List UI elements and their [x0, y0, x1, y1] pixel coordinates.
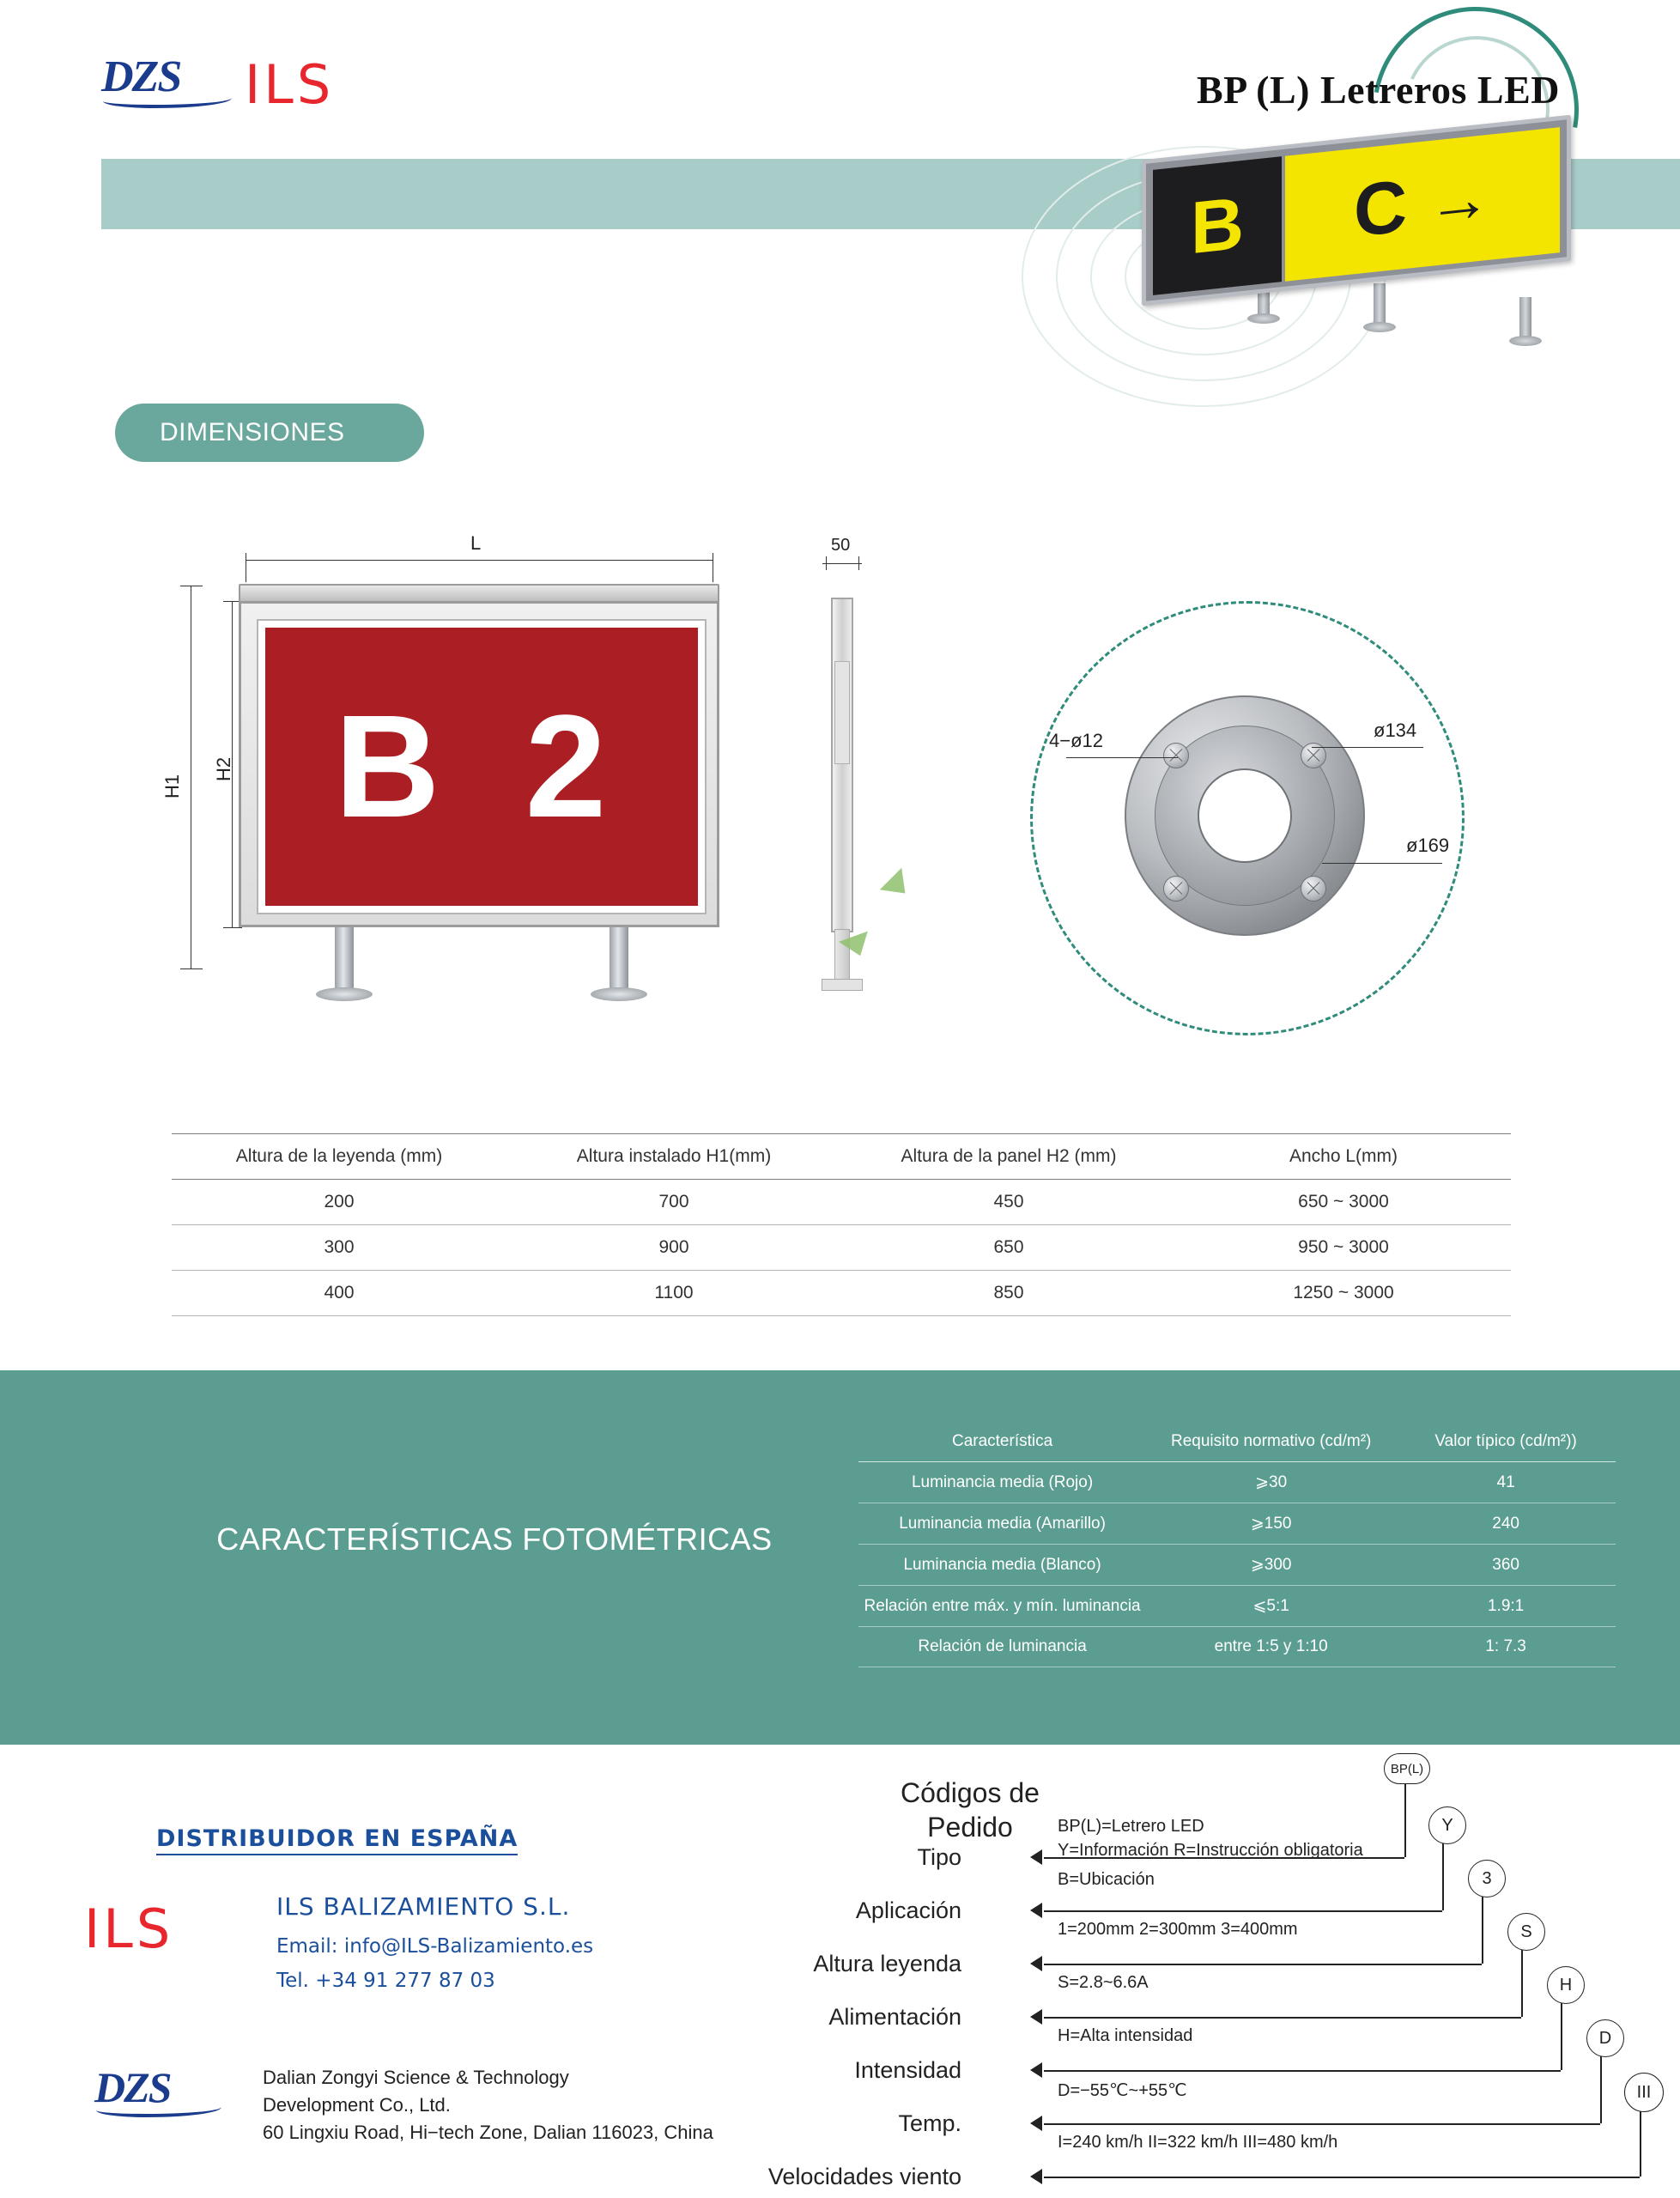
table-row [172, 1180, 1511, 1225]
order-code-desc-alimentacion: S=2.8~6.6A [1058, 1973, 1149, 1992]
photo-col-header-1: Requisito normativo (cd/m²) [1146, 1422, 1396, 1462]
order-code-bubble-aplicacion: Y [1428, 1806, 1466, 1844]
product-panel-yellow [1285, 127, 1560, 282]
dim-cell-1-3: 950 ~ 3000 [1176, 1225, 1511, 1271]
order-code-label-viento: Velocidades viento [767, 2164, 961, 2189]
section-dimensiones-label: DIMENSIONES [160, 418, 345, 446]
dim-d134-label: ø134 [1374, 720, 1417, 741]
side-view-detail [834, 661, 850, 764]
photo-cell-2-2: 360 [1396, 1545, 1616, 1586]
product-leg-mid [1374, 283, 1386, 325]
photo-cell-3-2: 1.9:1 [1396, 1586, 1616, 1627]
dzs-logo [101, 52, 256, 112]
zoom-arrow-1-icon [880, 868, 916, 904]
dzs-logo-text: DZS [101, 52, 181, 101]
dim-col-header-3: Ancho L(mm) [1176, 1134, 1511, 1180]
front-view-sign-face [265, 628, 698, 906]
dim-cell-1-1: 900 [506, 1225, 841, 1271]
photo-cell-3-0: Relación entre máx. y mín. luminancia [858, 1586, 1146, 1627]
ils-company-name: ILS BALIZAMIENTO S.L. [276, 1892, 571, 1921]
side-view-body [831, 598, 853, 932]
order-code-bubble-intensidad: H [1547, 1966, 1585, 2004]
order-code-desc-aplicacion: Y=Información R=Instrucción obligatoria [1058, 1841, 1363, 1860]
order-code-arrow-5-icon [1030, 2062, 1042, 2078]
photo-cell-1-2: 240 [1396, 1503, 1616, 1545]
order-code-arrow-1-icon [1030, 1849, 1042, 1865]
dim-H1-label: H1 [161, 774, 183, 798]
order-code-bubble-alimentacion: S [1507, 1913, 1545, 1951]
dim-50-tick-left [826, 556, 827, 570]
table-row [858, 1627, 1616, 1667]
order-code-arrow-4-icon [1030, 2009, 1042, 2025]
ils-logo-text: ILS [245, 53, 335, 116]
dzs-logo-swoosh-icon [103, 91, 232, 108]
dimension-table [172, 1133, 1511, 1316]
table-row [172, 1271, 1511, 1316]
front-view-sign-text: B 2 [334, 685, 629, 848]
leader-d134 [1312, 747, 1423, 748]
front-view-top-rail [239, 584, 719, 603]
photometric-section [0, 1370, 1680, 1745]
dim-cell-0-1: 700 [506, 1180, 841, 1225]
product-panel-black [1153, 156, 1282, 295]
photo-cell-0-0: Luminancia media (Rojo) [858, 1462, 1146, 1503]
photo-col-header-2: Valor típico (cd/m²)) [1396, 1422, 1616, 1462]
order-code-line-3 [1044, 1964, 1482, 1965]
dim-cell-2-3: 1250 ~ 3000 [1176, 1271, 1511, 1316]
flange-bolt-hole-4 [1301, 876, 1326, 902]
photo-cell-4-2: 1: 7.3 [1396, 1627, 1616, 1667]
leader-bolts [1066, 757, 1178, 758]
side-view-foot [822, 979, 863, 991]
table-row [172, 1225, 1511, 1271]
order-code-arrow-2-icon [1030, 1903, 1042, 1918]
dim-cell-2-0: 400 [172, 1271, 506, 1316]
product-photo [1004, 137, 1640, 446]
dim-cell-1-2: 650 [841, 1225, 1176, 1271]
order-codes-title-line-1: Códigos de [901, 1777, 1040, 1808]
flange-bolt-hole-1 [1163, 743, 1189, 768]
ils-telephone: Tel. +34 91 277 87 03 [276, 1970, 495, 1992]
product-foot-left [1247, 313, 1280, 324]
dim-d169-label: ø169 [1406, 835, 1450, 856]
product-panel-yellow-letter: C [1353, 164, 1408, 252]
ils-footer-logo: ILS [84, 1897, 174, 1960]
dim-col-header-1: Altura instalado H1(mm) [506, 1134, 841, 1180]
section-dimensiones-pill [115, 404, 424, 462]
order-code-desc-tipo: BP(L)=Letrero LED [1058, 1817, 1204, 1836]
photo-cell-1-1: ⩾150 [1146, 1503, 1396, 1545]
order-code-desc-temp: D=−55℃~+55℃ [1058, 2081, 1187, 2100]
order-code-desc-intensidad: H=Alta intensidad [1058, 2026, 1193, 2045]
dim-bolts-label: 4−ø12 [1049, 730, 1103, 751]
order-code-arrow-6-icon [1030, 2116, 1042, 2131]
photo-cell-0-2: 41 [1396, 1462, 1616, 1503]
dim-col-header-2: Altura de la panel H2 (mm) [841, 1134, 1176, 1180]
dim-cell-0-0: 200 [172, 1180, 506, 1225]
order-code-label-intensidad: Intensidad [854, 2057, 961, 2083]
dzs-address-line-2: Development Co., Ltd. [263, 2094, 451, 2116]
table-header-row [172, 1134, 1511, 1180]
order-code-line-1-v [1404, 1774, 1406, 1857]
photo-cell-1-0: Luminancia media (Amarillo) [858, 1503, 1146, 1545]
order-code-desc-altura: 1=200mm 2=300mm 3=400mm [1058, 1920, 1298, 1939]
page-footer [0, 1745, 1680, 2198]
front-view-post-left [335, 927, 354, 992]
dzs-footer-swoosh-icon [96, 2100, 221, 2117]
order-code-label-temp: Temp. [898, 2110, 961, 2136]
dim-cell-1-0: 300 [172, 1225, 506, 1271]
front-view-post-right [610, 927, 628, 992]
order-code-line-5 [1044, 2070, 1561, 2072]
order-code-label-alimentacion: Alimentación [828, 2004, 961, 2030]
order-code-label-tipo: Tipo [917, 1844, 961, 1870]
front-view-foot-left [316, 987, 373, 1001]
photometric-table [858, 1422, 1616, 1667]
dim-50-label: 50 [831, 536, 851, 555]
product-panel-black-letter: B [1190, 181, 1245, 270]
order-code-line-4 [1044, 2017, 1521, 2019]
order-code-arrow-7-icon [1030, 2169, 1042, 2184]
dzs-address [263, 2064, 713, 2146]
photo-cell-3-1: ⩽5:1 [1146, 1586, 1396, 1627]
order-code-bubble-altura: 3 [1468, 1860, 1506, 1897]
dim-cell-0-2: 450 [841, 1180, 1176, 1225]
dim-cell-2-2: 850 [841, 1271, 1176, 1316]
dzs-footer-logo [94, 2062, 249, 2128]
photo-cell-0-1: ⩾30 [1146, 1462, 1396, 1503]
photo-cell-4-0: Relación de luminancia [858, 1627, 1146, 1667]
order-codes-title [876, 1776, 1064, 1844]
photo-cell-2-1: ⩾300 [1146, 1545, 1396, 1586]
table-row [858, 1503, 1616, 1545]
dim-H1-tick-bottom [180, 968, 203, 969]
photometric-title: CARACTERÍSTICAS FOTOMÉTRICAS [216, 1521, 773, 1557]
order-code-bubble-tipo: BP(L) [1384, 1753, 1430, 1784]
dim-col-header-0: Altura de la leyenda (mm) [172, 1134, 506, 1180]
order-code-bubble-temp: D [1586, 2019, 1624, 2057]
product-sign-board [1142, 115, 1571, 307]
photo-cell-4-1: entre 1:5 y 1:10 [1146, 1627, 1396, 1667]
distributor-title: DISTRIBUIDOR EN ESPAÑA [156, 1825, 518, 1855]
flange-bolt-hole-3 [1163, 876, 1189, 902]
order-code-arrow-3-icon [1030, 1956, 1042, 1971]
dim-H2-label: H2 [213, 756, 234, 781]
order-code-line-2 [1044, 1910, 1442, 1912]
table-header-row [858, 1422, 1616, 1462]
table-row [858, 1462, 1616, 1503]
order-code-line-7 [1044, 2177, 1640, 2178]
dim-50-tick-right [858, 556, 859, 570]
dim-cell-2-1: 1100 [506, 1271, 841, 1316]
product-leg-right [1519, 297, 1531, 338]
front-view-frame [239, 601, 719, 927]
technical-drawing [0, 532, 1680, 1133]
dzs-footer-logo-text: DZS [94, 2063, 171, 2111]
dim-50-line [822, 563, 862, 564]
page-title: BP (L) Letreros LED [1196, 68, 1560, 112]
dzs-address-line-3: 60 Lingxiu Road, Hi−tech Zone, Dalian 116023, China [263, 2122, 713, 2143]
order-code-desc-viento: I=240 km/h II=322 km/h III=480 km/h [1058, 2133, 1338, 2152]
dim-cell-0-3: 650 ~ 3000 [1176, 1180, 1511, 1225]
order-codes-title-line-2: Pedido [927, 1812, 1013, 1843]
product-foot-mid [1363, 322, 1396, 332]
photo-col-header-0: Característica [858, 1422, 1146, 1462]
dim-L-label: L [470, 532, 482, 554]
leader-d169 [1322, 863, 1442, 864]
order-code-line-6 [1044, 2123, 1600, 2125]
dim-L-line [246, 560, 713, 561]
order-code-label-altura: Altura leyenda [813, 1951, 961, 1976]
right-arrow-icon: → [1428, 161, 1492, 240]
flange-center-hole [1198, 768, 1292, 863]
table-row [858, 1586, 1616, 1627]
table-row [858, 1545, 1616, 1586]
dim-H2-tick-bottom [223, 927, 242, 928]
product-foot-right [1509, 336, 1542, 346]
front-view-foot-right [591, 987, 647, 1001]
dzs-address-line-1: Dalian Zongyi Science & Technology [263, 2067, 569, 2088]
order-code-bubble-viento: III [1624, 2073, 1664, 2112]
photo-cell-2-0: Luminancia media (Blanco) [858, 1545, 1146, 1586]
order-code-label-aplicacion: Aplicación [855, 1897, 961, 1923]
ils-email[interactable]: Email: info@ILS-Balizamiento.es [276, 1935, 594, 1958]
order-code-desc-aplicacion-2: B=Ubicación [1058, 1870, 1155, 1889]
